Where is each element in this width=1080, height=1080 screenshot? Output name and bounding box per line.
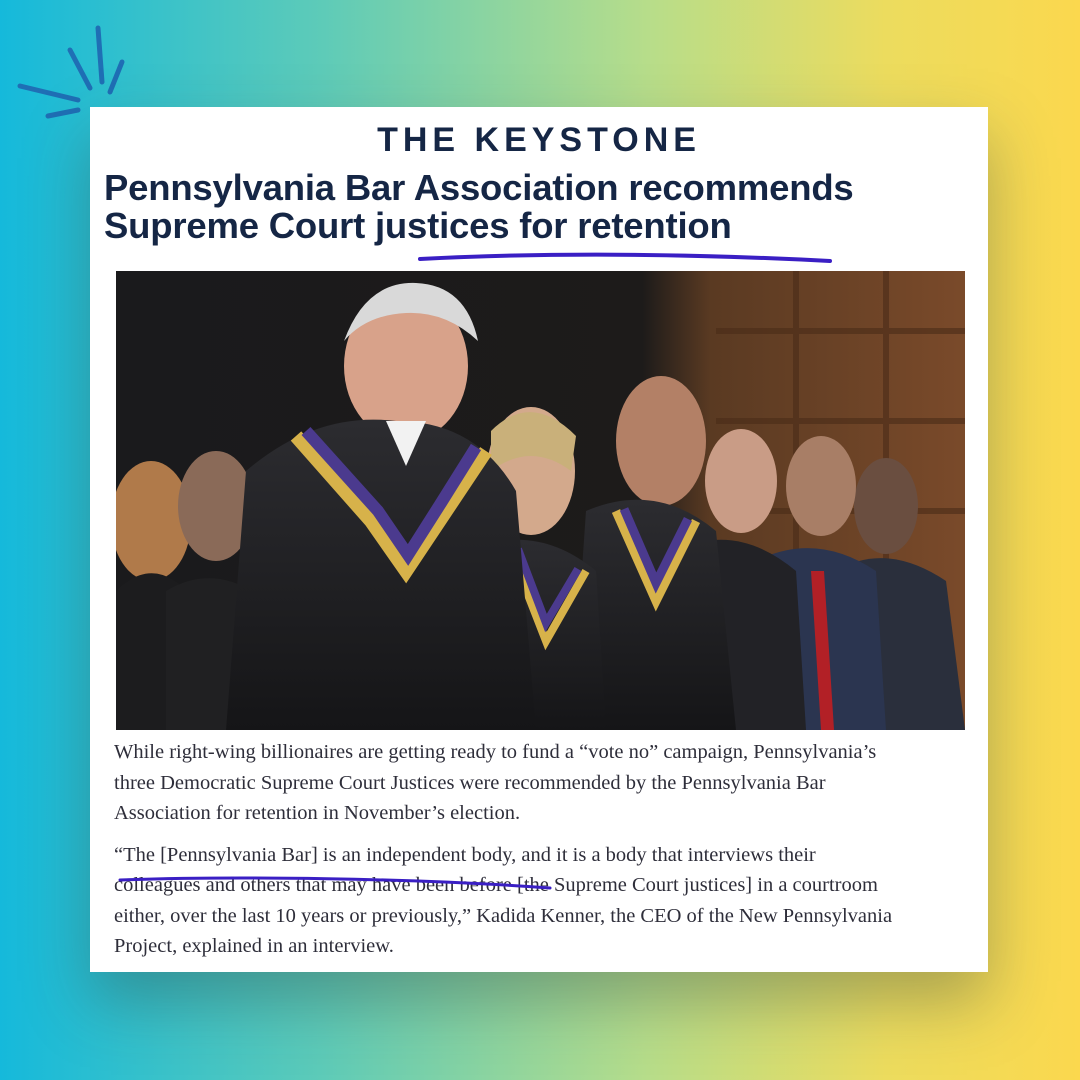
article-card [90, 107, 988, 972]
paragraph-1 [114, 737, 976, 829]
headline [104, 169, 984, 245]
article-body [114, 737, 976, 973]
paragraph-1-line-3: Association for retention in November’s election. [114, 802, 521, 824]
headline-line-2: Supreme Court justices for retention [104, 205, 732, 246]
paragraph-2 [114, 840, 976, 962]
headline-line-1: Pennsylvania Bar Association recommends [104, 167, 854, 208]
paragraph-2-line-1: “The [Pennsylvania Bar] is an independent body, and it is a body that interviews their [114, 843, 816, 866]
article-photo [116, 271, 965, 730]
quote-underline-icon [114, 872, 554, 894]
paragraph-2-line-3: either, over the last 10 years or previously,” Kadida Kenner, the CEO of the New Pennsylvania [114, 904, 893, 927]
paragraph-2-line-2: colleagues and others that may have been before [the Supreme Court justices] in a courtroom [114, 874, 878, 896]
paragraph-1-line-2: three Democratic Supreme Court Justices were recommended by the Pennsylvania Bar [114, 771, 826, 794]
masthead: THE KEYSTONE [377, 121, 701, 159]
paragraph-1-line-1: While right-wing billionaires are getting ready to fund a “vote no” campaign, Pennsylvania’s [114, 741, 877, 763]
hand-drawn-underline-icon [416, 249, 836, 269]
paragraph-2-line-4: Project, explained in an interview. [114, 935, 394, 957]
